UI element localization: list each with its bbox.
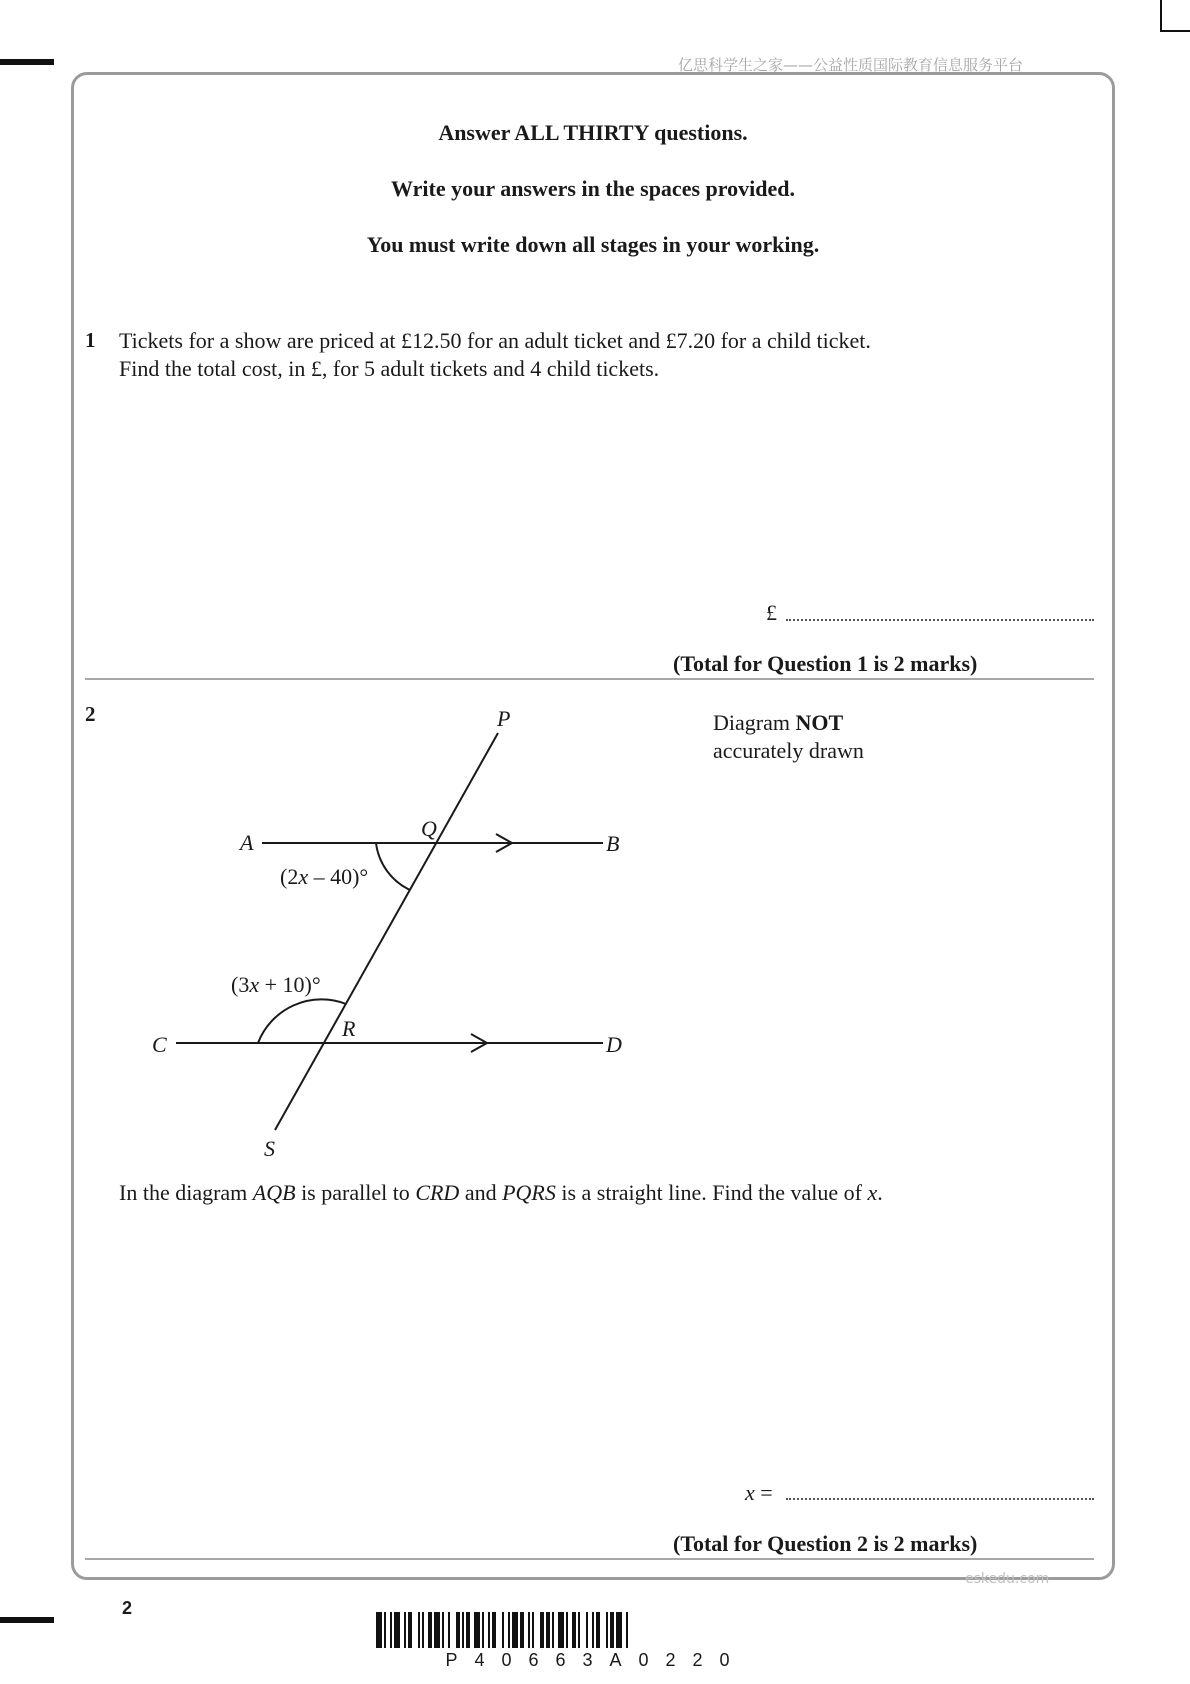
question-1-answer-line[interactable] [786,619,1094,621]
instruction-3: You must write down all stages in your working. [366,232,820,257]
barcode-bar [462,1612,464,1648]
barcode-bar [394,1612,400,1648]
question-2-text: In the diagram AQB is parallel to CRD and PQRS is a straight line. Find the value of x. [119,1180,883,1205]
label-p: P [497,706,511,731]
question-2-answer-label: x = [745,1480,773,1505]
barcode-bar [578,1612,580,1648]
barcode-bar [448,1612,450,1648]
barcode-bar [488,1612,490,1648]
question-2-answer-line[interactable] [786,1498,1094,1500]
label-q: Q [421,816,437,841]
barcode-text: P40663A0220 [445,1650,747,1670]
barcode-bar [558,1612,564,1648]
barcode-bar [428,1612,432,1648]
barcode-bar [528,1612,530,1648]
barcode-bar [384,1612,386,1648]
barcode-bar [482,1612,484,1648]
barcode-bar [520,1612,524,1648]
watermark-top: 亿思科学生之家——公益性质国际教育信息服务平台 [678,56,1024,74]
diagram-note-bold: NOT [795,710,844,735]
page-number: 2 [122,1598,133,1618]
diagram-note-prefix: Diagram [713,710,796,735]
label-d: D [606,1032,622,1057]
barcode-bar [474,1612,480,1648]
barcode-bar [466,1612,470,1648]
diagram-note-suffix: accurately drawn [713,738,864,763]
parallel-lines-diagram [0,0,700,1180]
instruction-2: Write your answers in the spaces provided. [391,176,795,201]
barcode-bar [606,1612,608,1648]
barcode-bar [508,1612,510,1648]
barcode-bar [610,1612,614,1648]
question-1-total: (Total for Question 1 is 2 marks) [673,651,978,676]
barcode-bar [586,1612,588,1648]
angle-label-bottom: (3x + 10)° [231,972,321,997]
question-2-total: (Total for Question 2 is 2 marks) [673,1531,978,1556]
barcode-bar [546,1612,550,1648]
barcode-bar [434,1612,440,1648]
barcode-bar [552,1612,554,1648]
watermark-bottom: eskedu.com [965,1571,1050,1587]
barcode-bar [566,1612,568,1648]
barcode-bar [442,1612,444,1648]
barcode-bar [390,1612,392,1648]
barcode-bar [512,1612,518,1648]
label-s: S [264,1136,275,1161]
barcode-bar [626,1612,628,1648]
angle-label-top: (2x – 40)° [280,864,369,889]
label-r: R [342,1016,356,1041]
edge-mark-bottom [0,1617,54,1623]
question-1-line-1: Tickets for a show are priced at £12.50 for an adult ticket and £7.20 for a child ticket. [119,328,871,353]
diagram-note [713,709,864,765]
barcode-bar [418,1612,420,1648]
barcode-bar [404,1612,406,1648]
question-1-line-2: Find the total cost, in £, for 5 adult tickets and 4 child tickets. [119,356,660,381]
corner-mark [1160,0,1190,32]
barcode-bar [596,1612,600,1648]
label-c: C [152,1032,167,1057]
question-1-number: 1 [85,328,96,352]
barcode-bar [456,1612,460,1648]
question-2-number: 2 [85,702,96,726]
barcode-bar [492,1612,496,1648]
barcode-bar [572,1612,576,1648]
barcode-bar [502,1612,504,1648]
barcode-bar [532,1612,534,1648]
barcode-bar [422,1612,424,1648]
question-2-divider [85,1558,1094,1560]
barcode-bar [408,1612,412,1648]
barcode-bar [616,1612,622,1648]
barcode-bar [376,1612,382,1648]
label-a: A [240,830,254,855]
barcode [376,1612,816,1648]
angle-arc-r [258,999,346,1043]
angle-arc-q [376,843,410,890]
line-pqrs [275,733,498,1130]
question-1-answer-label: £ [766,600,777,625]
label-b: B [606,831,620,856]
instruction-1: Answer ALL THIRTY questions. [438,120,748,145]
barcode-bar [540,1612,544,1648]
barcode-bar [592,1612,594,1648]
